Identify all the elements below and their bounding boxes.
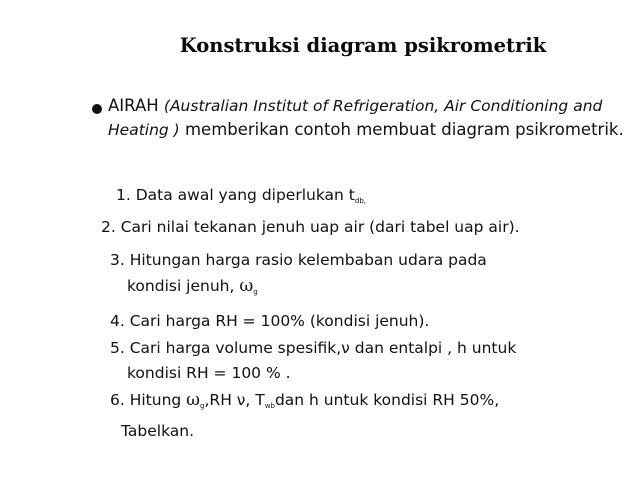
step-1-sub: db,: [354, 197, 366, 205]
bullet-lead: AIRAH: [108, 96, 159, 115]
step-6-omega: ω: [186, 390, 201, 410]
step-6-cont: Tabelkan.: [121, 422, 195, 440]
slide-title: Konstruksi diagram psikrometrik: [179, 34, 547, 57]
omega-sub: g: [253, 288, 258, 296]
step-4: 4. Cari harga RH = 100% (kondisi jenuh).: [110, 312, 430, 330]
step-2: 2. Cari nilai tekanan jenuh uap air (dari tabel uap air).: [101, 218, 520, 236]
step-6-post: dan h untuk kondisi RH 50%,: [274, 391, 500, 409]
bullet-paragraph: [108, 94, 628, 142]
step-1: [116, 185, 366, 212]
step-6-pre: 6. Hitung: [110, 391, 187, 409]
step-5: 5. Cari harga volume spesifik,ν dan entalpi , h untuk: [110, 339, 517, 357]
step-1-text: 1. Data awal yang diperlukan t: [116, 186, 355, 204]
step-6-sub-wb: wb: [264, 402, 275, 410]
bullet-rest: memberikan contoh membuat diagram psikrometrik.: [184, 120, 624, 139]
step-3: 3. Hitungan harga rasio kelembaban udara pada: [110, 251, 487, 269]
bullet-italic: (Australian Institut of Refrigeration, Air Conditioning and Heating ): [108, 97, 603, 139]
step-3-cont-text: kondisi jenuh,: [127, 277, 240, 295]
omega-symbol: ω: [239, 276, 254, 296]
step-6: [110, 390, 499, 417]
step-6-mid: ,RH ν, T: [204, 391, 265, 409]
step-3-cont: [127, 276, 258, 303]
step-6-sub-g: g: [200, 402, 205, 410]
step-5-cont: kondisi RH = 100 % .: [127, 364, 291, 382]
bullet-icon: [92, 104, 102, 114]
